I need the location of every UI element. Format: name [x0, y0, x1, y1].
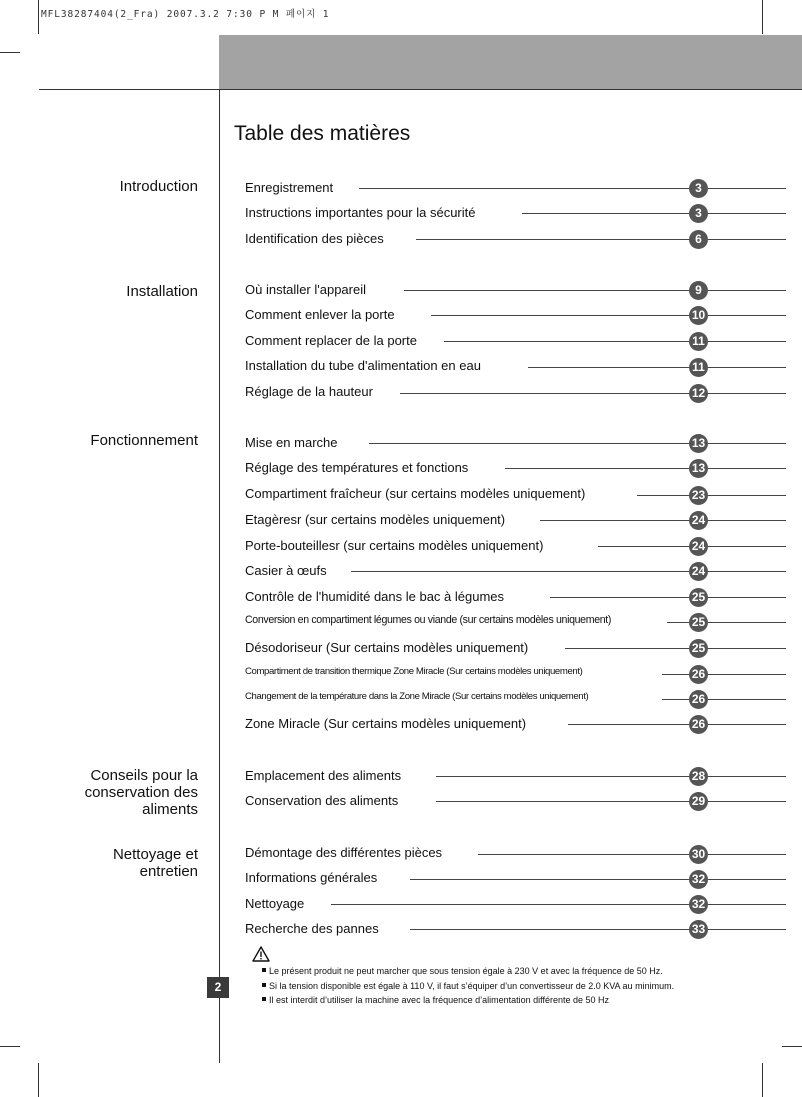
- toc-entry-label[interactable]: Où installer l'appareil: [245, 282, 366, 297]
- page-badge[interactable]: 24: [689, 511, 708, 530]
- leader-tail: [708, 315, 786, 316]
- warning-note: [262, 981, 674, 991]
- leader-tail: [708, 239, 786, 240]
- page-badge[interactable]: 12: [689, 384, 708, 403]
- page-badge[interactable]: 26: [689, 665, 708, 684]
- toc-entry-label[interactable]: Réglage de la hauteur: [245, 384, 373, 399]
- print-info: MFL38287404(2_Fra) 2007.3.2 7:30 P M 페이지 1: [41, 9, 330, 20]
- leader-line: [662, 699, 690, 700]
- page-badge[interactable]: 26: [689, 690, 708, 709]
- leader-tail: [708, 854, 786, 855]
- page-badge[interactable]: 32: [689, 895, 708, 914]
- toc-entry-label[interactable]: Zone Miracle (Sur certains modèles uniquement): [245, 716, 527, 731]
- crop-mark: [38, 1063, 39, 1097]
- leader-line: [444, 341, 690, 342]
- toc-entry-label[interactable]: Compartiment de transition thermique Zone Miracle (Sur certains modèles uniquement): [245, 666, 583, 677]
- leader-line: [550, 597, 690, 598]
- toc-entry-label[interactable]: Démontage des différentes pièces: [245, 845, 443, 860]
- vertical-rule: [219, 89, 220, 1063]
- leader-line: [431, 315, 690, 316]
- leader-line: [662, 674, 690, 675]
- toc-entry-label[interactable]: Compartiment fraîcheur (sur certains modèles uniquement): [245, 486, 586, 501]
- leader-tail: [708, 801, 786, 802]
- toc-entry-label[interactable]: Informations générales: [245, 870, 378, 885]
- leader-tail: [708, 367, 786, 368]
- warning-note-text: Il est interdit d’utiliser la machine avec la fréquence d’alimentation différente de 50 Hz: [269, 995, 610, 1005]
- page-badge[interactable]: 10: [689, 306, 708, 325]
- crop-mark: [0, 52, 20, 53]
- page-badge[interactable]: 3: [689, 179, 708, 198]
- leader-tail: [708, 213, 786, 214]
- crop-mark: [782, 1046, 802, 1047]
- leader-line: [410, 879, 690, 880]
- leader-tail: [708, 546, 786, 547]
- page-badge[interactable]: 23: [689, 486, 708, 505]
- page-badge[interactable]: 24: [689, 562, 708, 581]
- page-badge[interactable]: 30: [689, 845, 708, 864]
- toc-entry-label[interactable]: Instructions importantes pour la sécurité: [245, 205, 476, 220]
- leader-line: [505, 468, 690, 469]
- leader-line: [410, 929, 690, 930]
- leader-line: [351, 571, 690, 572]
- leader-tail: [708, 290, 786, 291]
- leader-line: [369, 443, 690, 444]
- leader-line: [528, 367, 690, 368]
- leader-tail: [708, 443, 786, 444]
- header-banner: [219, 35, 802, 89]
- toc-entry-label[interactable]: Recherche des pannes: [245, 921, 379, 936]
- leader-line: [359, 188, 690, 189]
- leader-tail: [708, 929, 786, 930]
- leader-tail: [708, 724, 786, 725]
- leader-tail: [708, 520, 786, 521]
- leader-line: [598, 546, 690, 547]
- section-label-line: Nettoyage et: [112, 846, 198, 863]
- toc-entry-label[interactable]: Conversion en compartiment légumes ou viande (sur certains modèles uniquement): [245, 614, 612, 626]
- warning-note: [262, 966, 663, 976]
- leader-line: [404, 290, 690, 291]
- section-label-introduction: Introduction: [119, 178, 198, 195]
- toc-entry-label[interactable]: Casier à œufs: [245, 563, 327, 578]
- toc-entry-label[interactable]: Etagèresr (sur certains modèles uniquement): [245, 512, 506, 527]
- toc-entry-label[interactable]: Identification des pièces: [245, 231, 384, 246]
- section-label-installation: Installation: [126, 283, 198, 300]
- page-badge[interactable]: 11: [689, 358, 708, 377]
- leader-line: [436, 776, 690, 777]
- leader-tail: [708, 188, 786, 189]
- toc-entry-label[interactable]: Comment replacer de la porte: [245, 333, 417, 348]
- leader-line: [568, 724, 690, 725]
- toc-entry-label[interactable]: Enregistrement: [245, 180, 334, 195]
- leader-line: [667, 622, 690, 623]
- leader-line: [565, 648, 690, 649]
- section-label-nettoyage: [113, 846, 198, 880]
- page-badge[interactable]: 6: [689, 230, 708, 249]
- leader-tail: [708, 468, 786, 469]
- page-badge[interactable]: 13: [689, 434, 708, 453]
- toc-entry-label[interactable]: Comment enlever la porte: [245, 307, 395, 322]
- section-label-line: Conseils pour la: [90, 767, 198, 784]
- leader-tail: [708, 622, 786, 623]
- leader-line: [400, 393, 690, 394]
- leader-line: [478, 854, 690, 855]
- toc-entry-label[interactable]: Changement de la température dans la Zone Miracle (Sur certains modèles uniquement): [245, 691, 589, 702]
- page-badge[interactable]: 29: [689, 792, 708, 811]
- section-label-fonctionnement: Fonctionnement: [90, 432, 198, 449]
- warning-note-text: Le présent produit ne peut marcher que sous tension égale à 230 V et avec la fréquence de 50 Hz.: [269, 966, 663, 976]
- leader-tail: [708, 495, 786, 496]
- leader-line: [436, 801, 690, 802]
- section-label-line: conservation des: [84, 784, 198, 801]
- page-badge[interactable]: 25: [689, 613, 708, 632]
- page-badge[interactable]: 25: [689, 639, 708, 658]
- page-title: Table des matières: [234, 122, 411, 145]
- leader-line: [540, 520, 690, 521]
- page-badge[interactable]: 13: [689, 459, 708, 478]
- section-label-conseils: [85, 767, 198, 818]
- toc-entry-label[interactable]: Conservation des aliments: [245, 793, 399, 808]
- page-badge[interactable]: 24: [689, 537, 708, 556]
- leader-tail: [708, 648, 786, 649]
- page-badge[interactable]: 32: [689, 870, 708, 889]
- page-badge[interactable]: 28: [689, 767, 708, 786]
- section-label-line: entretien: [139, 863, 198, 880]
- leader-line: [416, 239, 690, 240]
- page-badge[interactable]: 11: [689, 332, 708, 351]
- crop-mark: [762, 1063, 763, 1097]
- page-badge[interactable]: 25: [689, 588, 708, 607]
- warning-note-text: Si la tension disponible est égale à 110 V, il faut s’équiper d’un convertisseur de 2.0 KVA au minimum.: [269, 981, 675, 991]
- leader-tail: [708, 571, 786, 572]
- leader-line: [637, 495, 690, 496]
- leader-tail: [708, 699, 786, 700]
- warning-note: [262, 995, 609, 1005]
- toc-entry-label[interactable]: Mise en marche: [245, 435, 338, 450]
- page-badge[interactable]: 26: [689, 715, 708, 734]
- leader-tail: [708, 341, 786, 342]
- page-badge[interactable]: 9: [689, 281, 708, 300]
- leader-tail: [708, 904, 786, 905]
- leader-tail: [708, 597, 786, 598]
- warning-triangle-icon: [252, 946, 270, 962]
- page-badge[interactable]: 3: [689, 204, 708, 223]
- leader-tail: [708, 776, 786, 777]
- leader-line: [522, 213, 690, 214]
- section-label-line: aliments: [142, 801, 198, 818]
- page-badge[interactable]: 33: [689, 920, 708, 939]
- toc-entry-label[interactable]: Réglage des températures et fonctions: [245, 460, 469, 475]
- horizontal-rule: [39, 89, 802, 90]
- leader-tail: [708, 879, 786, 880]
- toc-entry-label[interactable]: Porte-bouteillesr (sur certains modèles uniquement): [245, 538, 544, 553]
- leader-tail: [708, 393, 786, 394]
- leader-line: [331, 904, 690, 905]
- crop-mark: [0, 1046, 20, 1047]
- crop-mark: [38, 0, 39, 34]
- toc-entry-label[interactable]: Nettoyage: [245, 896, 305, 911]
- toc-entry-label[interactable]: Contrôle de l'humidité dans le bac à légumes: [245, 589, 505, 604]
- toc-entry-label[interactable]: Désodoriseur (Sur certains modèles uniquement): [245, 640, 529, 655]
- toc-entry-label[interactable]: Installation du tube d'alimentation en eau: [245, 358, 481, 373]
- crop-mark: [762, 0, 763, 34]
- page-number: 2: [207, 977, 229, 998]
- leader-tail: [708, 674, 786, 675]
- toc-entry-label[interactable]: Emplacement des aliments: [245, 768, 402, 783]
